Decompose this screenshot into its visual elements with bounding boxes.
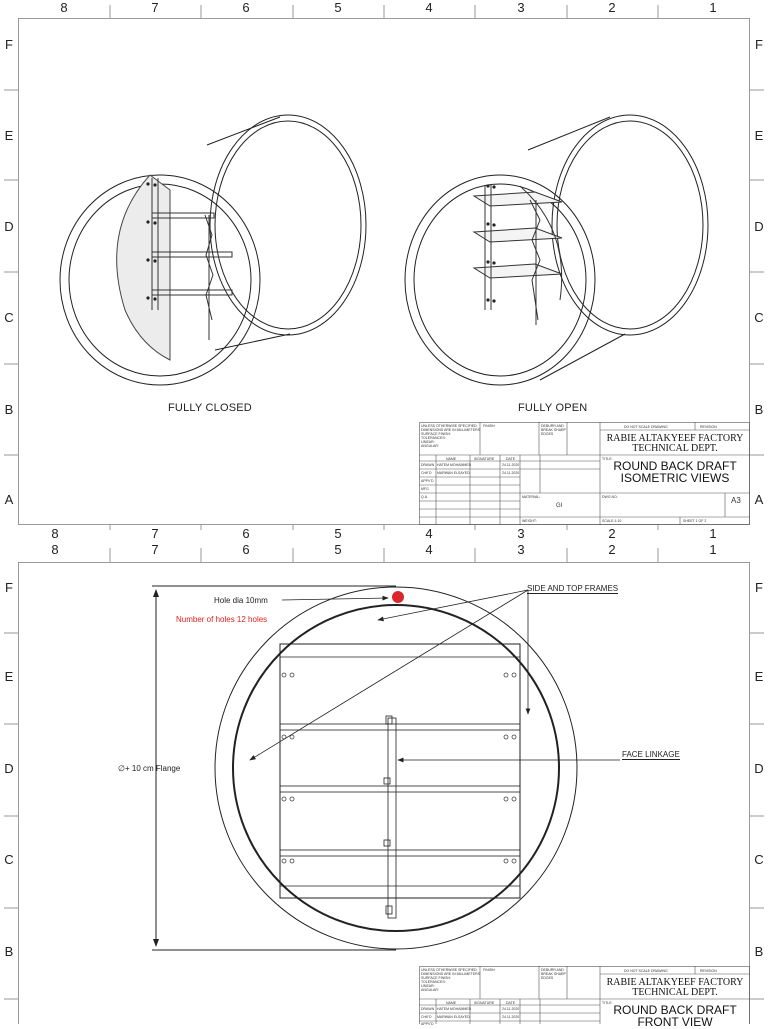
revision-label: REVISION	[700, 969, 717, 973]
zone-row-label: C	[754, 852, 764, 867]
zone-row-label: B	[4, 402, 14, 417]
zone-column-label: 2	[608, 526, 616, 541]
zone-row-label: F	[755, 580, 763, 595]
col-header-signature: SIGNATURE	[474, 456, 495, 461]
row-label-checked: CHK'D	[421, 471, 432, 475]
zone-row-label: C	[4, 852, 14, 867]
zone-column-label: 5	[334, 0, 342, 15]
tolerance-note: UNLESS OTHERWISE SPECIFIED: DIMENSIONS ARE IN MILLIMETERS SURFACE FINISH: TOLERANCES: LINEAR: ANGULAR:	[421, 424, 480, 448]
zone-row-label: C	[754, 310, 764, 325]
zone-column-label: 2	[608, 542, 616, 557]
row-label-mfg: MFG	[421, 487, 429, 491]
row-label-drawn: DRAWN	[421, 463, 435, 467]
drawing-title: ROUND BACK DRAFT FRONT VIEW	[613, 1003, 737, 1029]
zone-row-label: A	[4, 492, 14, 507]
do-not-scale-note: DO NOT SCALE DRAWING	[624, 969, 668, 973]
weight-label: WEIGHT:	[522, 519, 537, 523]
title-label: TITLE:	[602, 457, 613, 461]
zone-column-label: 1	[709, 542, 717, 557]
drawing-sheet-front-view	[0, 538, 768, 1029]
zone-column-label: 3	[517, 0, 525, 15]
deburr-note: DEBURR AND BREAK SHARP EDGES	[541, 424, 566, 436]
zone-row-label: D	[4, 219, 14, 234]
drawn-date: 24.11.2020	[502, 1007, 520, 1011]
flange-dimension-label: ∅+ 10 cm Flange	[118, 764, 181, 773]
zone-row-label: E	[754, 128, 764, 143]
company-name: RABIE ALTAKYEEF FACTORY TECHNICAL DEPT.	[606, 433, 744, 454]
zone-column-label: 5	[334, 542, 342, 557]
zone-row-label: C	[4, 310, 14, 325]
zone-row-label: A	[754, 492, 764, 507]
row-label-approved: APPV'D	[421, 479, 434, 483]
zone-row-label: B	[754, 402, 764, 417]
sheet-size: A3	[731, 496, 741, 505]
zone-column-label: 8	[60, 0, 68, 15]
deburr-note: DEBURR AND BREAK SHARP EDGES	[541, 968, 566, 980]
zone-row-label: D	[4, 761, 14, 776]
caption-fully-open: FULLY OPEN	[518, 402, 588, 414]
zone-column-label: 8	[51, 526, 59, 541]
row-label-approved: APPV'D	[421, 1022, 434, 1026]
col-header-date: DATE	[506, 1000, 516, 1005]
checked-date: 24.11.2020	[502, 1015, 520, 1019]
drawn-name: HATEM MOHAMMED	[437, 463, 472, 467]
zone-column-label: 7	[151, 542, 159, 557]
zone-column-label: 4	[425, 526, 433, 541]
zone-column-label: 7	[151, 0, 159, 15]
drawn-date: 24.11.2020	[502, 463, 520, 467]
title-label: TITLE:	[602, 1001, 613, 1005]
dwg-no-label: DWG NO.	[602, 495, 618, 499]
zone-column-label: 6	[242, 0, 250, 15]
zone-row-label: B	[4, 944, 14, 959]
checked-name: MARWAN ELSAYED	[437, 1015, 470, 1019]
zone-row-label: E	[754, 669, 764, 684]
checked-date: 24.11.2020	[502, 471, 520, 475]
zone-row-label: D	[754, 219, 764, 234]
title-block-grid	[0, 538, 768, 1024]
zone-column-label: 4	[425, 542, 433, 557]
zone-row-label: F	[5, 37, 13, 52]
col-header-date: DATE	[506, 456, 516, 461]
material-label: MATERIAL:	[522, 495, 541, 499]
col-header-name: NAME	[446, 1000, 457, 1005]
drawing-title: ROUND BACK DRAFT ISOMETRIC VIEWS	[613, 459, 737, 485]
row-label-drawn: DRAWN	[421, 1007, 435, 1011]
zone-row-label: D	[754, 761, 764, 776]
zone-row-label: E	[4, 128, 14, 143]
hole-diameter-note: Hole dia 10mm	[214, 596, 268, 605]
zone-row-label: B	[754, 944, 764, 959]
zone-column-label: 3	[517, 542, 525, 557]
zone-column-label: 1	[709, 526, 717, 541]
zone-column-label: 2	[608, 0, 616, 15]
checked-name: MARWAN ELSAYED	[437, 471, 470, 475]
sheet-number: SHEET 1 OF 2	[683, 519, 707, 523]
finish-label: FINISH:	[483, 968, 496, 972]
zone-column-label: 3	[517, 526, 525, 541]
zone-row-label: F	[755, 37, 763, 52]
zone-column-label: 1	[709, 0, 717, 15]
do-not-scale-note: DO NOT SCALE DRAWING	[624, 425, 668, 429]
zone-column-label: 6	[242, 542, 250, 557]
face-linkage-label: FACE LINKAGE	[622, 750, 680, 759]
zone-column-label: 7	[151, 526, 159, 541]
zone-column-label: 6	[242, 526, 250, 541]
scale-label: SCALE:1:10	[602, 519, 622, 523]
zone-row-label: F	[5, 580, 13, 595]
row-label-checked: CHK'D	[421, 1015, 432, 1019]
zone-column-label: 5	[334, 526, 342, 541]
tolerance-note: UNLESS OTHERWISE SPECIFIED: DIMENSIONS ARE IN MILLIMETERS SURFACE FINISH: TOLERANCES: LINEAR: ANGULAR:	[421, 968, 480, 992]
row-label-qa: Q.A	[421, 495, 428, 499]
drawn-name: HATEM MOHAMMED	[437, 1007, 472, 1011]
number-of-holes-note: Number of holes 12 holes	[176, 615, 268, 624]
finish-label: FINISH:	[483, 424, 496, 428]
caption-fully-closed: FULLY CLOSED	[168, 402, 252, 414]
material-value: GI	[556, 503, 563, 509]
col-header-signature: SIGNATURE	[474, 1000, 495, 1005]
company-name: RABIE ALTAKYEEF FACTORY TECHNICAL DEPT.	[606, 977, 744, 998]
zone-column-label: 4	[425, 0, 433, 15]
col-header-name: NAME	[446, 456, 457, 461]
side-top-frames-label: SIDE AND TOP FRAMES	[527, 584, 619, 593]
revision-label: REVISION	[700, 425, 717, 429]
zone-row-label: E	[4, 669, 14, 684]
zone-column-label: 8	[51, 542, 59, 557]
